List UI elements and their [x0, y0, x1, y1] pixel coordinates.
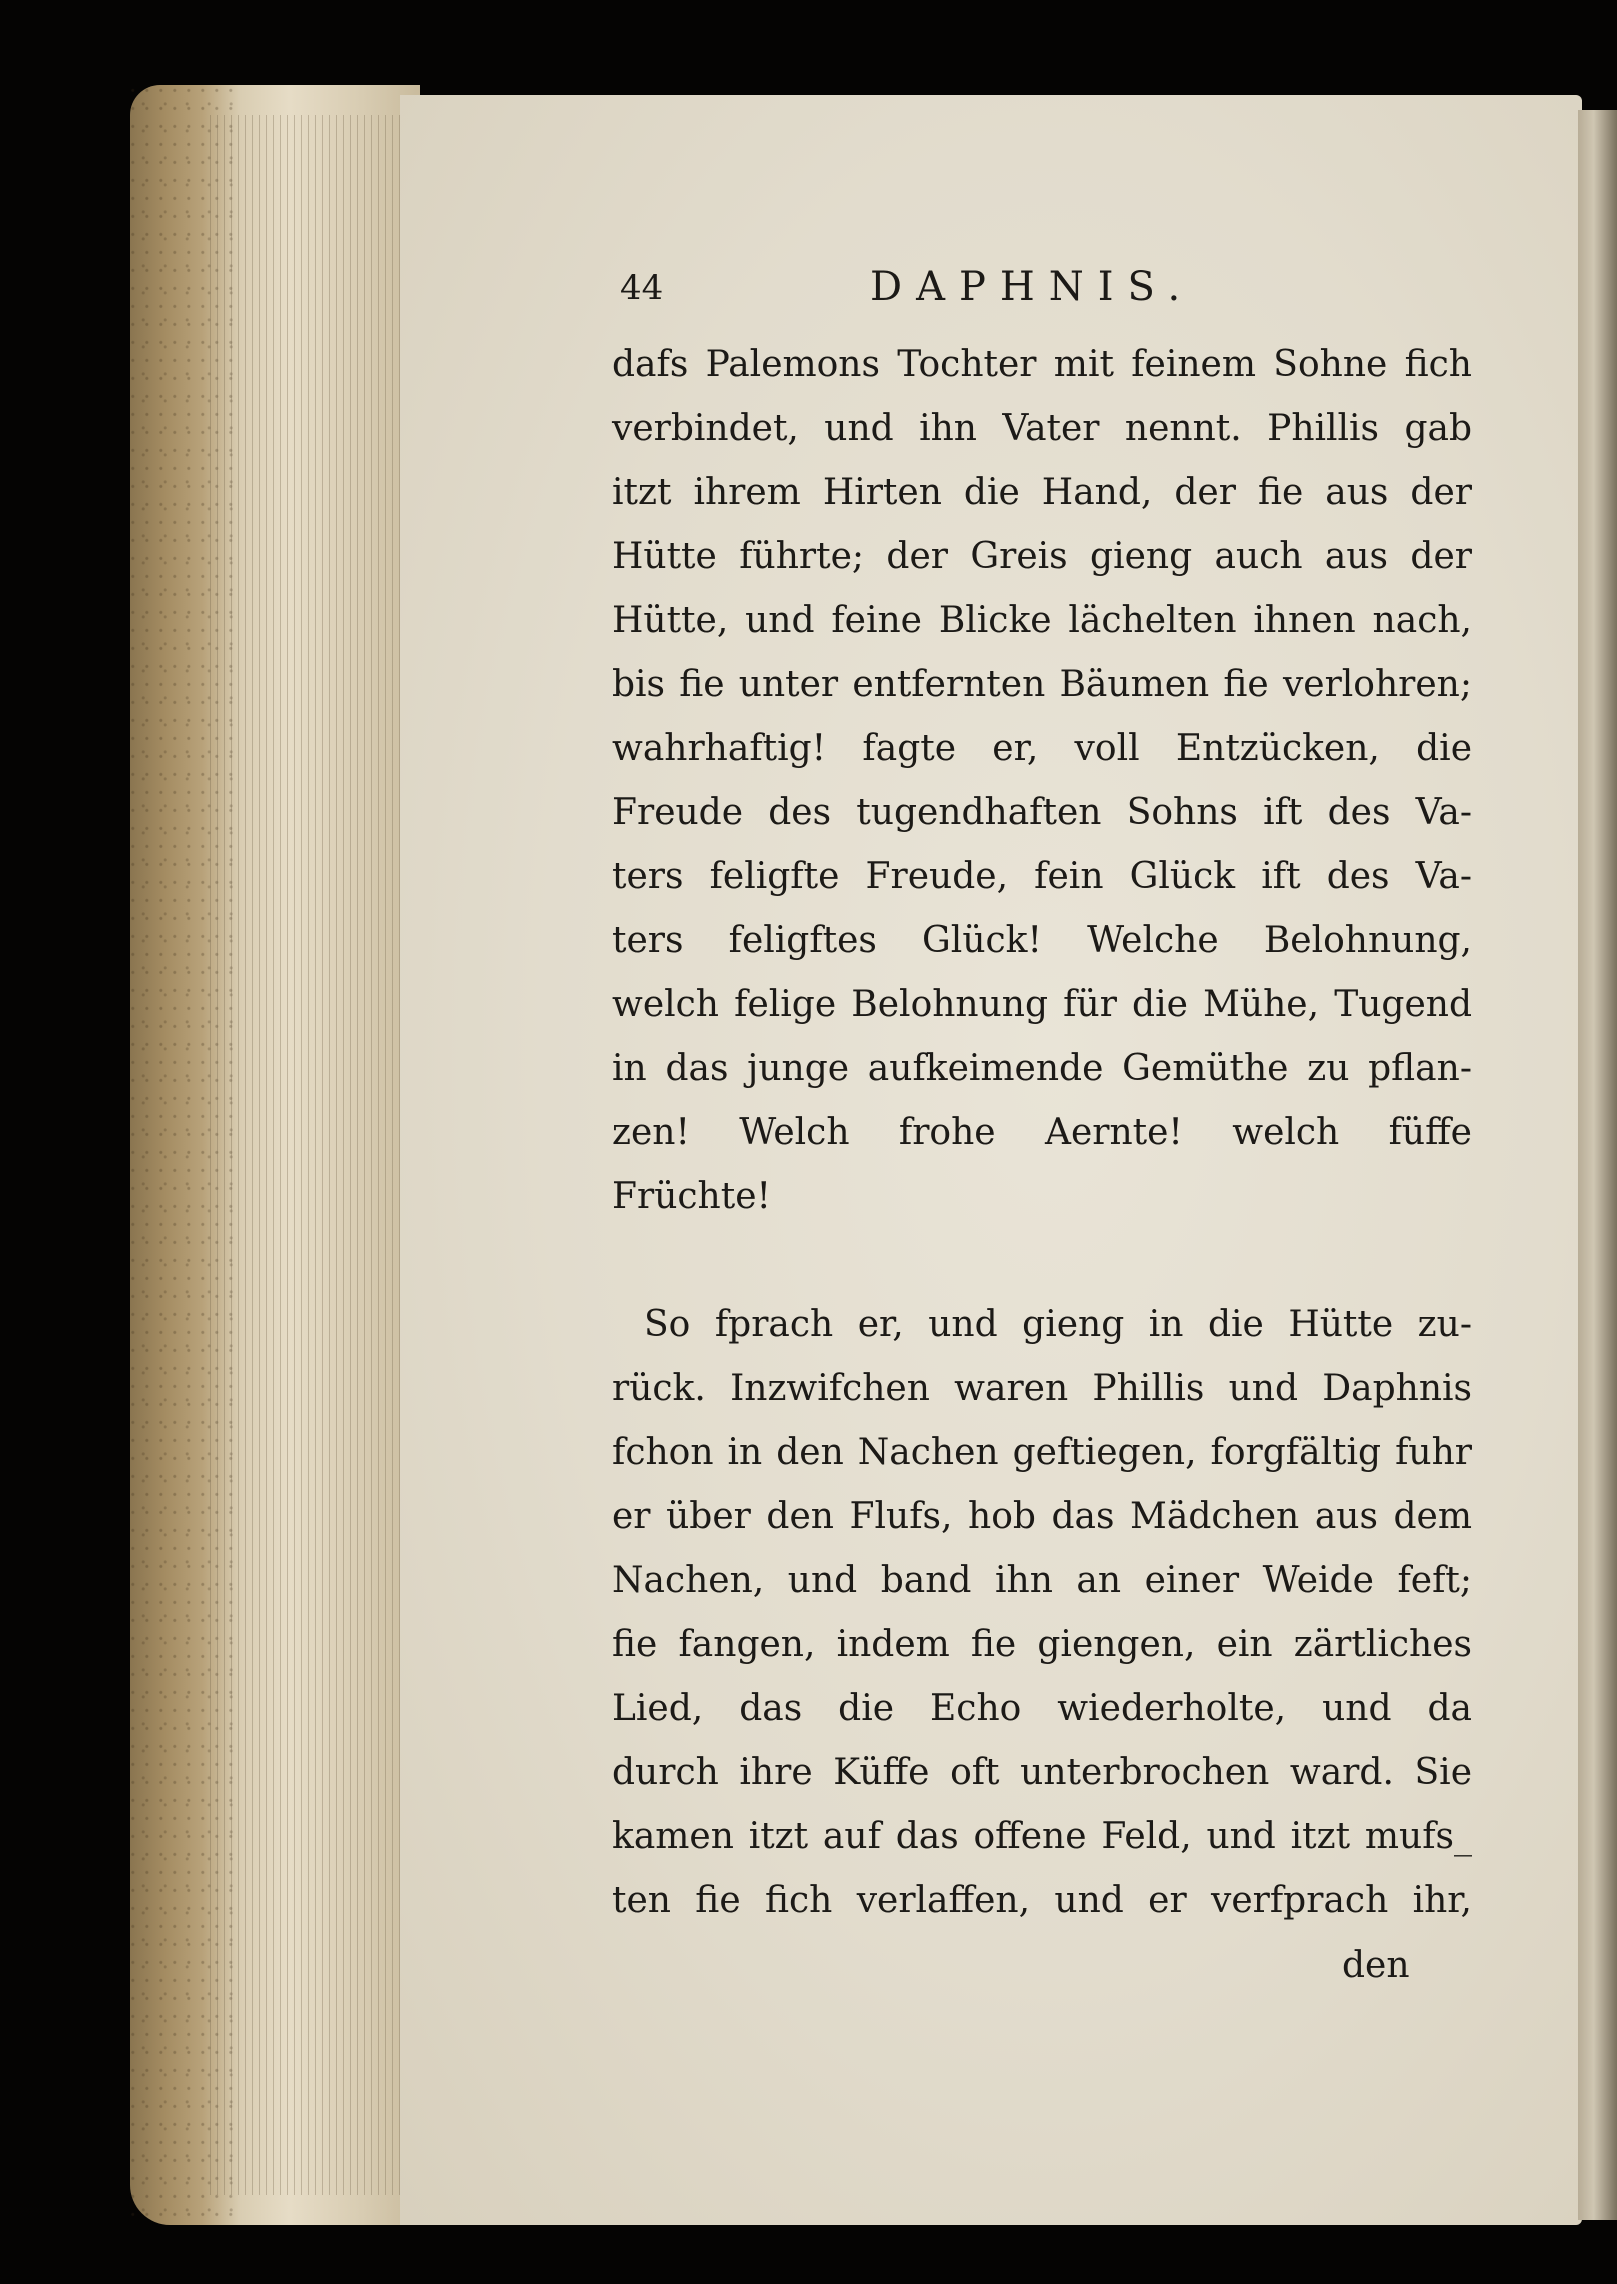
text-line: Nachen, und band ihn an einer Weide feft; — [612, 1560, 1472, 1601]
text-line: in das junge aufkeimende Gemüthe zu pflan- — [612, 1048, 1472, 1089]
page-edges — [210, 115, 410, 2195]
text-line: bis fie unter entfernten Bäumen fie verlohren; — [612, 664, 1472, 705]
page-number: 44 — [620, 268, 664, 308]
text-line: itzt ihrem Hirten die Hand, der fie aus der — [612, 472, 1472, 513]
text-line: verbindet, und ihn Vater nennt. Phillis gab — [612, 408, 1472, 449]
text-line: wahrhaftig! fagte er, voll Entzücken, die — [612, 728, 1472, 769]
text-line: Hütte führte; der Greis gieng auch aus der — [612, 536, 1472, 577]
running-head: DAPHNIS. — [870, 264, 1195, 310]
text-line: er über den Flufs, hob das Mädchen aus dem — [612, 1496, 1472, 1537]
page-header — [620, 264, 1240, 318]
text-line: Früchte! — [612, 1176, 771, 1217]
text-line: fie fangen, indem fie giengen, ein zärtliches — [612, 1624, 1472, 1665]
text-line: fchon in den Nachen geftiegen, forgfältig fuhr — [612, 1432, 1472, 1473]
text-line: Hütte, und feine Blicke lächelten ihnen nach, — [612, 600, 1472, 641]
text-line: kamen itzt auf das offene Feld, und itzt mufs_ — [612, 1816, 1472, 1857]
text-line: dafs Palemons Tochter mit feinem Sohne fich — [612, 344, 1472, 385]
text-line: So fprach er, und gieng in die Hütte zu- — [644, 1304, 1472, 1345]
text-line: Freude des tugendhaften Sohns ift des Va- — [612, 792, 1472, 833]
page-block-edge — [130, 85, 420, 2225]
catchword: den — [1342, 1945, 1410, 1986]
facing-page-edge — [1578, 110, 1617, 2220]
text-line: rück. Inzwifchen waren Phillis und Daphnis — [612, 1368, 1472, 1409]
text-line: welch felige Belohnung für die Mühe, Tugend — [612, 984, 1472, 1025]
text-line: durch ihre Küffe oft unterbrochen ward. Sie — [612, 1752, 1472, 1793]
text-line: ten fie fich verlaffen, und er verfprach ihr, — [612, 1880, 1472, 1921]
text-line: zen! Welch frohe Aernte! welch füffe — [612, 1112, 1472, 1153]
text-line: ters feligfte Freude, fein Glück ift des Va- — [612, 856, 1472, 897]
text-line: ters feligftes Glück! Welche Belohnung, — [612, 920, 1472, 961]
text-line: Lied, das die Echo wiederholte, und da — [612, 1688, 1472, 1729]
